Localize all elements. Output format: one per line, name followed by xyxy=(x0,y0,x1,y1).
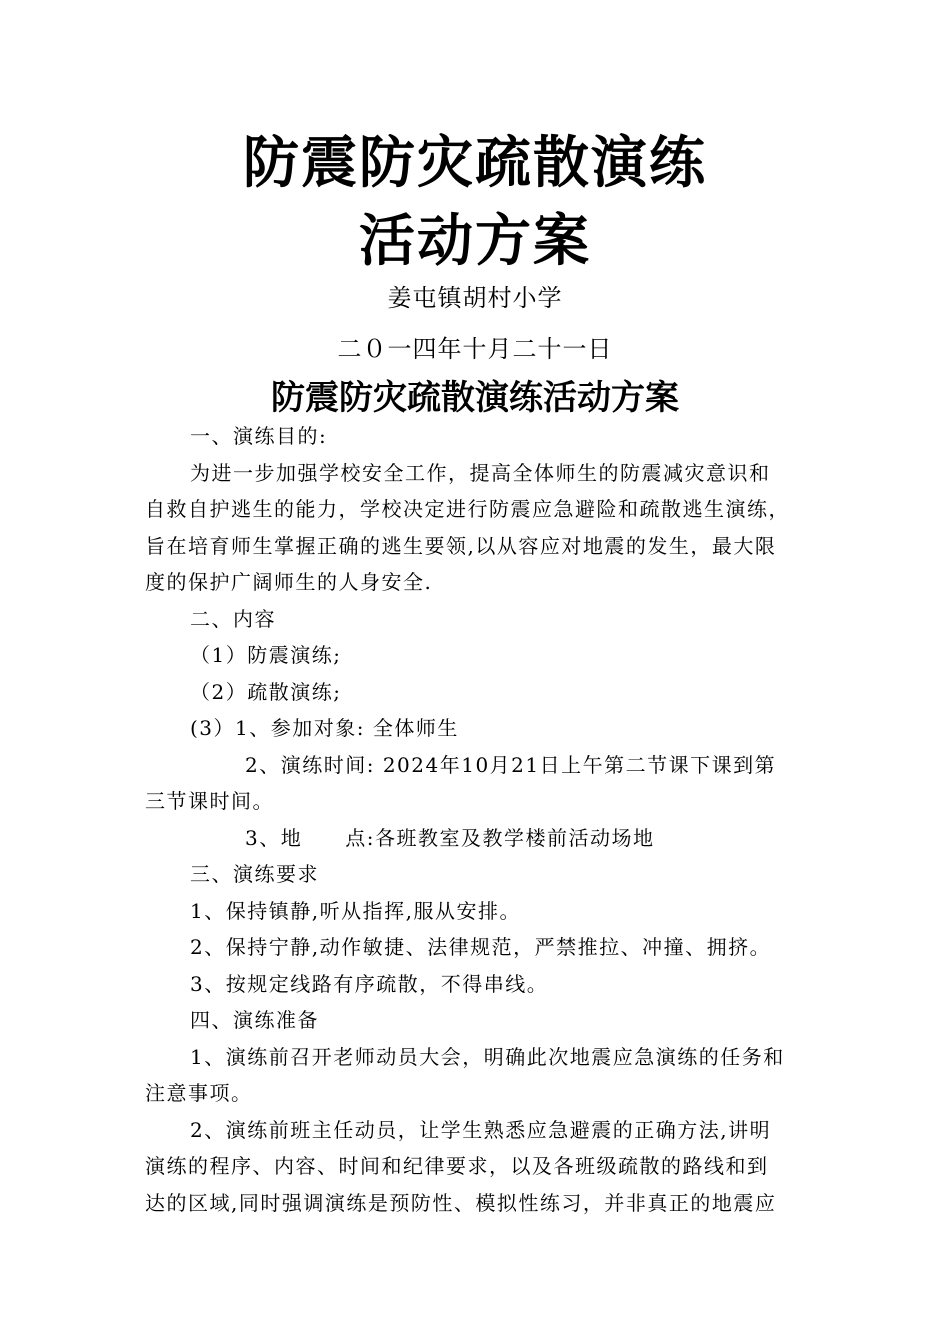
paragraph-line: 1、演练前召开老师动员大会，明确此次地震应急演练的任务和 xyxy=(190,1044,785,1069)
section-heading: 三、演练要求 xyxy=(190,862,319,886)
document-date: 二０一四年十月二十一日 xyxy=(337,335,613,363)
paragraph-line: 旨在培育师生掌握正确的逃生要领,以从容应对地震的发生，最大限 xyxy=(145,533,777,558)
paragraph-line: 注意事项。 xyxy=(145,1081,253,1105)
section-heading: 一、演练目的: xyxy=(190,424,328,448)
paragraph-line: 为进一步加强学校安全工作，提高全体师生的防震减灾意识和 xyxy=(190,460,771,485)
paragraph-line: 演练的程序、内容、时间和纪律要求，以及各班级疏散的路线和到 xyxy=(145,1154,769,1178)
school-name: 姜屯镇胡村小学 xyxy=(387,284,563,312)
paragraph-line: 自救自护逃生的能力，学校决定进行防震应急避险和疏散逃生演练， xyxy=(145,497,790,521)
list-item: （1）防震演练; xyxy=(190,643,342,667)
list-item: 3、按规定线路有序疏散，不得串线。 xyxy=(190,971,549,996)
cover-title-line1: 防震防灾疏散演练 xyxy=(243,131,707,196)
document-title: 防震防灾疏散演练活动方案 xyxy=(271,378,679,418)
paragraph-line: 三节课时间。 xyxy=(145,789,274,813)
cover-title-line2: 活动方案 xyxy=(359,209,591,274)
list-item: 2、演练时间: 2024年10月21日上午第二节课下课到第 xyxy=(245,752,777,777)
document-body xyxy=(145,418,810,1221)
list-item: 2、保持宁静,动作敏捷、法律规范，严禁推拉、冲撞、拥挤。 xyxy=(190,935,772,959)
list-item: （2）疏散演练; xyxy=(190,679,342,704)
paragraph-line: 2、演练前班主任动员，让学生熟悉应急避震的正确方法,讲明 xyxy=(190,1117,772,1142)
paragraph-line: 达的区域,同时强调演练是预防性、模拟性练习，并非真正的地震应 xyxy=(145,1190,777,1215)
list-item: 3、地 点:各班教室及教学楼前活动场地 xyxy=(245,825,655,850)
section-heading: 四、演练准备 xyxy=(190,1008,319,1032)
paragraph-line: 度的保护广阔师生的人身安全. xyxy=(145,570,433,594)
list-item: (3）1、参加对象: 全体师生 xyxy=(190,716,459,740)
section-heading: 二、内容 xyxy=(190,606,276,631)
list-item: 1、保持镇静,听从指挥,服从安排。 xyxy=(190,898,521,923)
